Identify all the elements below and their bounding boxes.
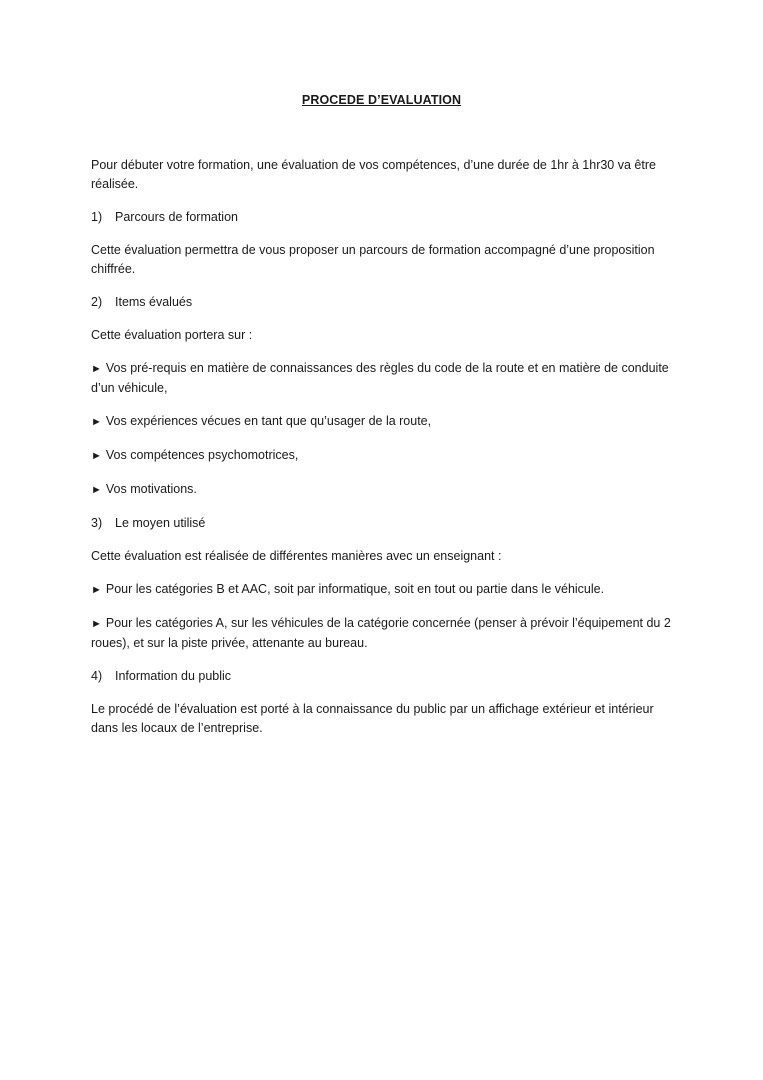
bullet-item xyxy=(91,614,676,653)
bullet-text: Vos pré-requis en matière de connaissances des règles du code de la route et en matière de conduite d’un véhicule, xyxy=(91,361,669,395)
bullet-item xyxy=(91,580,676,600)
section-title: Information du public xyxy=(115,669,232,683)
bullet-arrow-icon: ► xyxy=(91,416,102,428)
intro-paragraph: Pour débuter votre formation, une évaluation de vos compétences, d’une durée de 1hr à 1hr30 va être réalisée. xyxy=(91,158,656,191)
bullet-text: Pour les catégories B et AAC, soit par informatique, soit en tout ou partie dans le véhicule. xyxy=(105,582,605,596)
bullet-text: Pour les catégories A, sur les véhicules de la catégorie concernée (penser à prévoir l’équipement du 2 roues), et sur la piste privée, attenante au bureau. xyxy=(91,616,671,650)
bullet-item xyxy=(91,359,676,398)
section-number: 3) xyxy=(91,516,103,530)
section-paragraph: Cette évaluation permettra de vous proposer un parcours de formation accompagné d’une proposition chiffrée. xyxy=(91,243,655,276)
document-title: PROCEDE D’EVALUATION xyxy=(301,93,462,107)
section-paragraph: Cette évaluation est réalisée de différentes manières avec un enseignant : xyxy=(91,549,502,563)
bullet-arrow-icon: ► xyxy=(91,618,102,630)
bullet-text: Vos expériences vécues en tant que qu’usager de la route, xyxy=(105,414,432,428)
section-number: 1) xyxy=(91,210,103,224)
section-title: Items évalués xyxy=(115,295,193,309)
document-body xyxy=(91,156,676,752)
bullet-item xyxy=(91,446,676,466)
bullet-arrow-icon: ► xyxy=(91,363,102,375)
bullet-item xyxy=(91,480,676,500)
bullet-item xyxy=(91,412,676,432)
bullet-text: Vos compétences psychomotrices, xyxy=(105,448,299,462)
section-number: 4) xyxy=(91,669,103,683)
bullet-arrow-icon: ► xyxy=(91,584,102,596)
section-number: 2) xyxy=(91,295,103,309)
section-heading-1 xyxy=(91,208,676,227)
section-heading-3 xyxy=(91,514,676,533)
section-paragraph: Cette évaluation portera sur : xyxy=(91,328,253,342)
section-paragraph: Le procédé de l’évaluation est porté à la connaissance du public par un affichage extérieur et intérieur dans les locaux de l’entreprise. xyxy=(91,702,654,735)
section-heading-2 xyxy=(91,293,676,312)
section-title: Parcours de formation xyxy=(115,210,238,224)
section-title: Le moyen utilisé xyxy=(115,516,206,530)
bullet-arrow-icon: ► xyxy=(91,450,102,462)
bullet-arrow-icon: ► xyxy=(91,484,102,496)
section-heading-4 xyxy=(91,667,676,686)
bullet-text: Vos motivations. xyxy=(105,482,197,496)
